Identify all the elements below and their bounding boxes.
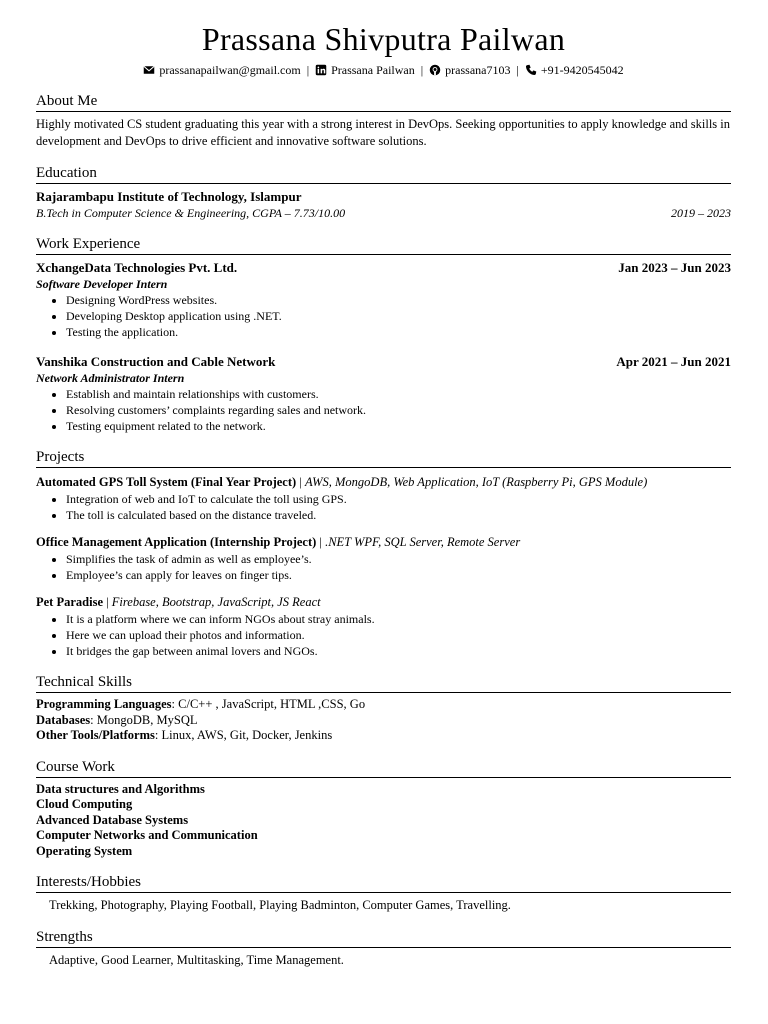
project-bullets xyxy=(36,611,731,659)
list-item: • Here we can upload their photos and information. xyxy=(66,627,731,643)
list-item: • It bridges the gap between animal lovers and NGOs. xyxy=(66,643,731,659)
project-tech: .NET WPF, SQL Server, Remote Server xyxy=(325,535,521,549)
education-institution: Rajarambapu Institute of Technology, Islampur xyxy=(36,189,302,204)
list-item: • Establish and maintain relationships with customers. xyxy=(66,386,731,402)
project-name: Automated GPS Toll System (Final Year Project) xyxy=(36,475,297,489)
list-item: • Developing Desktop application using .NET. xyxy=(66,308,731,324)
resume-name: Prassana Shivputra Pailwan xyxy=(201,21,566,57)
project-bullets xyxy=(36,551,731,583)
list-item: • Integration of web and IoT to calculate the toll using GPS. xyxy=(66,491,731,507)
section-title-skills: Technical Skills xyxy=(36,673,731,693)
project-entry xyxy=(36,534,731,583)
contact-line xyxy=(36,62,731,78)
work-entry xyxy=(36,353,731,434)
skill-label: Databases xyxy=(36,712,91,727)
work-role: Network Administrator Intern xyxy=(36,371,185,385)
section-title-strengths: Strengths xyxy=(36,928,731,948)
separator: | xyxy=(420,63,424,77)
list-item: • Resolving customers’ complaints regarding sales and network. xyxy=(66,402,731,418)
list-item: Data structures and Algorithms xyxy=(36,781,205,796)
skills-list xyxy=(36,697,731,744)
separator: | xyxy=(319,535,322,549)
separator: | xyxy=(106,595,109,609)
section-title-work: Work Experience xyxy=(36,235,731,255)
work-bullets xyxy=(36,292,731,340)
project-name: Office Management Application (Internship Project) xyxy=(36,535,317,549)
project-tech: Firebase, Bootstrap, JavaScript, JS React xyxy=(111,595,321,609)
work-company: Vanshika Construction and Cable Network xyxy=(36,354,276,369)
skill-row: Databases: MongoDB, MySQL xyxy=(36,712,198,727)
github-link[interactable]: prassana7103 xyxy=(445,63,511,77)
interests-text: Trekking, Photography, Playing Football, Playing Badminton, Computer Games, Travelling. xyxy=(49,898,511,912)
list-item: Computer Networks and Communication xyxy=(36,828,258,842)
work-role: Software Developer Intern xyxy=(36,277,168,291)
list-item: • Employee’s can apply for leaves on finger tips. xyxy=(66,567,731,583)
skill-value: Linux, AWS, Git, Docker, Jenkins xyxy=(161,728,333,742)
project-name: Pet Paradise xyxy=(36,595,103,609)
skill-row: Other Tools/Platforms: Linux, AWS, Git, Docker, Jenkins xyxy=(36,728,333,742)
skill-value: C/C++ , JavaScript, HTML ,CSS, Go xyxy=(178,697,366,711)
coursework-list xyxy=(36,782,731,860)
list-item: • Testing equipment related to the network. xyxy=(66,418,731,434)
project-entry xyxy=(36,594,731,659)
section-title-coursework: Course Work xyxy=(36,758,731,778)
section-title-projects: Projects xyxy=(36,448,731,468)
envelope-icon xyxy=(143,64,155,76)
work-bullets xyxy=(36,386,731,434)
work-company: XchangeData Technologies Pvt. Ltd. xyxy=(36,260,238,275)
email-link[interactable]: prassanapailwan@gmail.com xyxy=(159,63,301,77)
list-item: Advanced Database Systems xyxy=(36,812,189,827)
separator: | xyxy=(299,475,302,489)
list-item: • Designing WordPress websites. xyxy=(66,292,731,308)
section-title-education: Education xyxy=(36,164,731,184)
work-dates: Apr 2021 – Jun 2021 xyxy=(616,354,731,369)
skill-label: Programming Languages xyxy=(36,697,172,711)
linkedin-icon xyxy=(315,64,327,76)
education-years: 2019 – 2023 xyxy=(671,206,731,220)
section-title-about: About Me xyxy=(36,92,731,112)
linkedin-link[interactable]: Prassana Pailwan xyxy=(331,63,415,77)
project-entry xyxy=(36,474,731,523)
separator: | xyxy=(516,63,519,77)
skill-label: Other Tools/Platforms xyxy=(36,728,155,742)
skill-value: MongoDB, MySQL xyxy=(96,712,198,727)
about-text: Highly motivated CS student graduating this year with a strong interest in DevOps. Seeking opportunities to apply knowledge and skills in development and DevOps to drive efficient and innovative software solutions. xyxy=(36,117,731,148)
github-icon xyxy=(429,64,441,76)
project-bullets xyxy=(36,491,731,523)
project-tech: AWS, MongoDB, Web Application, IoT (Raspberry Pi, GPS Module) xyxy=(304,475,648,489)
resume-page xyxy=(36,0,731,969)
phone-number[interactable]: +91-9420545042 xyxy=(540,63,624,77)
section-title-interests: Interests/Hobbies xyxy=(36,873,731,893)
education-degree: B.Tech in Computer Science & Engineering, CGPA – 7.73/10.00 xyxy=(36,206,346,220)
list-item: • Testing the application. xyxy=(66,324,731,340)
work-entry xyxy=(36,259,731,340)
list-item: Cloud Computing xyxy=(36,797,133,811)
list-item: • It is a platform where we can inform NGOs about stray animals. xyxy=(66,611,731,627)
skill-row: Programming Languages: C/C++ , JavaScript, HTML ,CSS, Go xyxy=(36,697,366,711)
separator: | xyxy=(306,63,310,77)
work-dates: Jan 2023 – Jun 2023 xyxy=(618,260,731,275)
strengths-text: Adaptive, Good Learner, Multitasking, Time Management. xyxy=(49,953,344,967)
education-entry xyxy=(36,188,731,221)
list-item: • Simplifies the task of admin as well as employee’s. xyxy=(66,551,731,567)
list-item: Operating System xyxy=(36,843,133,858)
list-item: • The toll is calculated based on the distance traveled. xyxy=(66,507,731,523)
phone-icon xyxy=(525,64,537,76)
